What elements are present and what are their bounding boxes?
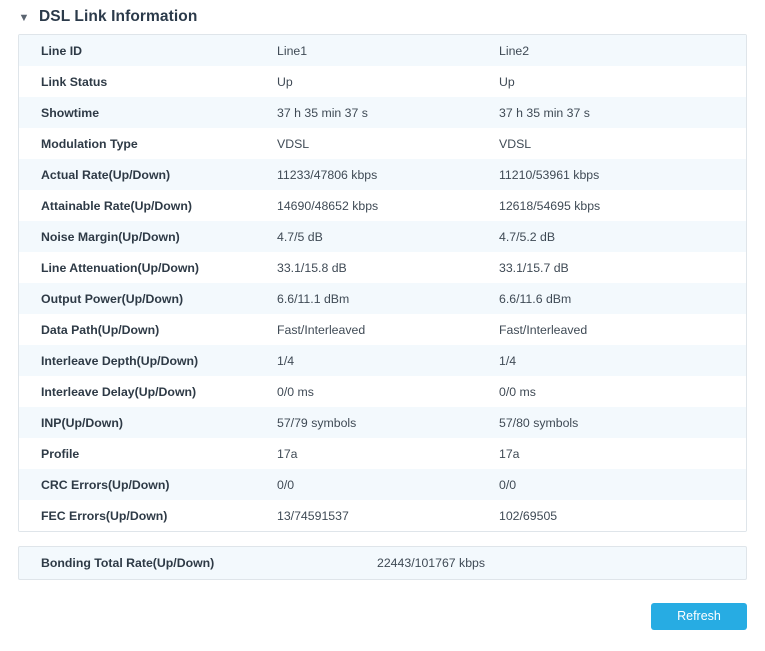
row-label: Link Status bbox=[41, 74, 108, 89]
row-value-line1: 13/74591537 bbox=[277, 508, 349, 523]
row-value-line2: 1/4 bbox=[499, 353, 517, 368]
row-label: Actual Rate(Up/Down) bbox=[41, 167, 171, 182]
table-row bbox=[19, 128, 746, 159]
row-value-line2: 33.1/15.7 dB bbox=[499, 260, 569, 275]
row-value-line1: 57/79 symbols bbox=[277, 415, 357, 430]
row-label: FEC Errors(Up/Down) bbox=[41, 508, 168, 523]
row-label: Attainable Rate(Up/Down) bbox=[41, 198, 192, 213]
table-row bbox=[19, 97, 746, 128]
table-row bbox=[19, 159, 746, 190]
row-value-line2: 102/69505 bbox=[499, 508, 558, 523]
row-value-line2: 17a bbox=[499, 446, 520, 461]
triangle-down-icon[interactable]: ▼ bbox=[18, 12, 30, 24]
row-value-line1: 0/0 bbox=[277, 477, 295, 492]
row-value-line2: 37 h 35 min 37 s bbox=[499, 105, 590, 120]
row-value-line2: 12618/54695 kbps bbox=[499, 198, 601, 213]
bonding-value: 22443/101767 kbps bbox=[377, 556, 486, 570]
dsl-info-panel bbox=[18, 34, 747, 532]
row-value-line1: Fast/Interleaved bbox=[277, 322, 366, 337]
bonding-total-rate-table bbox=[19, 547, 746, 579]
row-label: Interleave Depth(Up/Down) bbox=[41, 353, 199, 368]
table-row bbox=[19, 500, 746, 531]
row-value-line1: Line1 bbox=[277, 43, 308, 58]
dsl-info-table bbox=[19, 35, 746, 531]
row-label: Interleave Delay(Up/Down) bbox=[41, 384, 197, 399]
row-value-line2: Fast/Interleaved bbox=[499, 322, 588, 337]
row-label: Data Path(Up/Down) bbox=[41, 322, 160, 337]
row-value-line2: Up bbox=[499, 74, 515, 89]
footer-actions bbox=[18, 603, 747, 630]
row-value-line1: 33.1/15.8 dB bbox=[277, 260, 347, 275]
bonding-label: Bonding Total Rate(Up/Down) bbox=[41, 556, 215, 570]
row-value-line1: 14690/48652 kbps bbox=[277, 198, 379, 213]
table-row bbox=[19, 376, 746, 407]
row-value-line1: 6.6/11.1 dBm bbox=[277, 291, 350, 306]
table-row bbox=[19, 190, 746, 221]
row-value-line1: 11233/47806 kbps bbox=[277, 167, 378, 182]
row-label: CRC Errors(Up/Down) bbox=[41, 477, 170, 492]
row-value-line1: 37 h 35 min 37 s bbox=[277, 105, 368, 120]
row-label: Noise Margin(Up/Down) bbox=[41, 229, 180, 244]
dsl-info-table-body bbox=[19, 35, 746, 531]
row-value-line1: 4.7/5 dB bbox=[277, 229, 323, 244]
page-title: DSL Link Information bbox=[39, 8, 198, 25]
row-value-line2: 11210/53961 kbps bbox=[499, 167, 600, 182]
table-row bbox=[19, 345, 746, 376]
table-row bbox=[19, 438, 746, 469]
row-value-line2: 4.7/5.2 dB bbox=[499, 229, 556, 244]
table-row bbox=[19, 283, 746, 314]
row-label: Showtime bbox=[41, 105, 100, 120]
row-label: Profile bbox=[41, 446, 80, 461]
row-label: Modulation Type bbox=[41, 136, 138, 151]
refresh-button[interactable]: Refresh bbox=[651, 603, 747, 630]
row-label: Output Power(Up/Down) bbox=[41, 291, 184, 306]
table-row bbox=[19, 407, 746, 438]
row-value-line2: 6.6/11.6 dBm bbox=[499, 291, 572, 306]
row-value-line1: 0/0 ms bbox=[277, 384, 314, 399]
table-row bbox=[19, 66, 746, 97]
row-label: Line ID bbox=[41, 43, 82, 58]
row-value-line1: VDSL bbox=[277, 136, 310, 151]
row-value-line2: Line2 bbox=[499, 43, 530, 58]
row-value-line2: 0/0 ms bbox=[499, 384, 536, 399]
table-row bbox=[19, 221, 746, 252]
table-row bbox=[19, 469, 746, 500]
table-row bbox=[19, 314, 746, 345]
row-label: INP(Up/Down) bbox=[41, 415, 123, 430]
row-value-line1: Up bbox=[277, 74, 293, 89]
row-value-line2: 57/80 symbols bbox=[499, 415, 579, 430]
row-value-line2: 0/0 bbox=[499, 477, 517, 492]
row-value-line1: 17a bbox=[277, 446, 298, 461]
bonding-total-rate-panel bbox=[18, 546, 747, 580]
table-row bbox=[19, 35, 746, 66]
row-label: Line Attenuation(Up/Down) bbox=[41, 260, 200, 275]
table-row bbox=[19, 252, 746, 283]
section-header bbox=[0, 0, 765, 34]
row-value-line1: 1/4 bbox=[277, 353, 295, 368]
table-row bbox=[19, 547, 746, 579]
row-value-line2: VDSL bbox=[499, 136, 532, 151]
